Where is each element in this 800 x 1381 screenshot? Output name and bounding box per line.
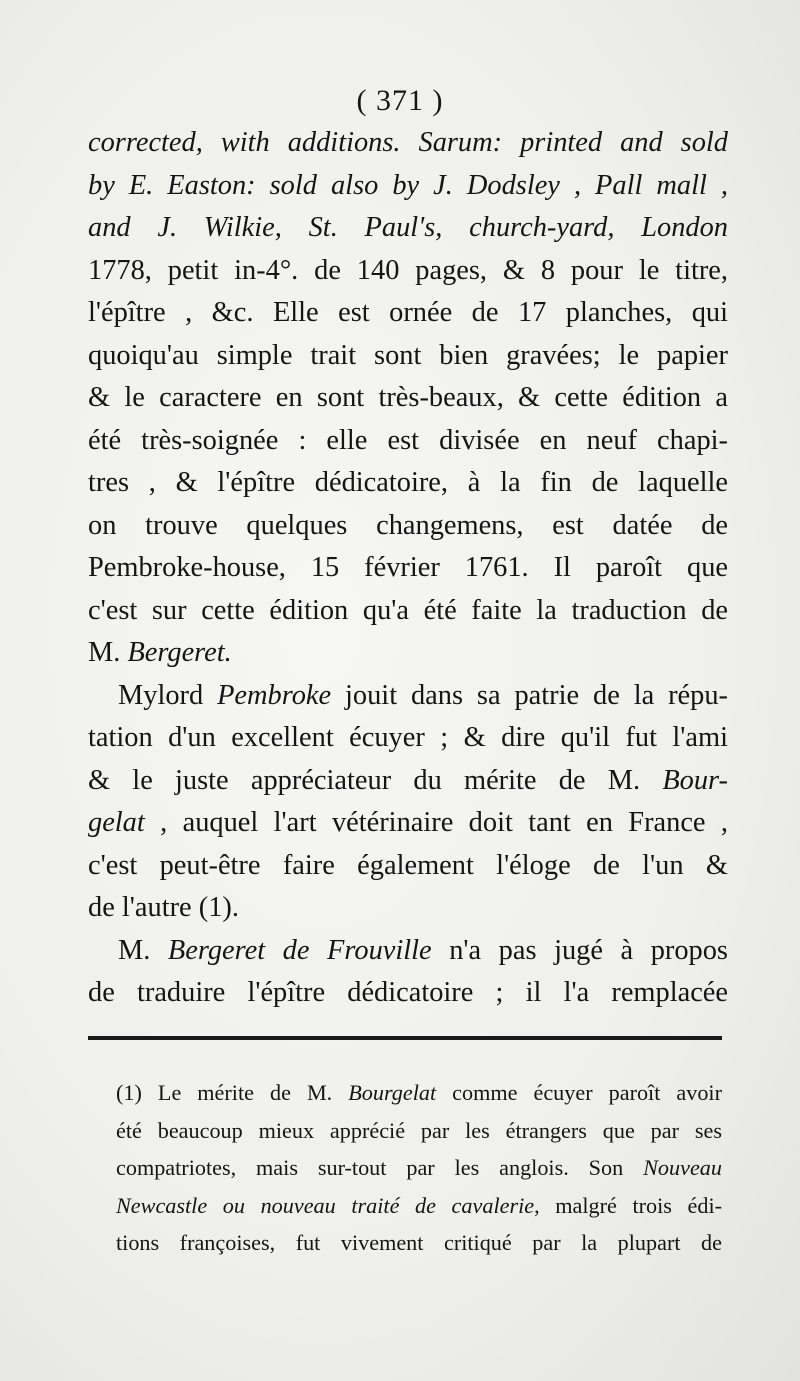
text-segment: compatriotes, mais sur-tout par les anglois. Son (116, 1155, 644, 1180)
text-segment: quoiqu'au simple trait sont bien gravées; le papier (88, 339, 728, 371)
text-segment: & le juste appréciateur du mérite de M. (88, 764, 663, 796)
footnote-line (116, 1224, 722, 1262)
text-segment: (1) Le mérite de M. (116, 1080, 349, 1105)
footnote-line (116, 1074, 722, 1112)
footnote-line (116, 1187, 722, 1225)
text-line (88, 972, 728, 1015)
text-line (88, 590, 728, 633)
text-line (88, 122, 728, 165)
text-segment: c'est peut-être faire également l'éloge de l'un & (88, 849, 728, 881)
italic-text: Pembroke (217, 679, 332, 711)
italic-text: gelat (88, 807, 145, 838)
text-segment: , auquel l'art vétérinaire doit tant en France , (144, 807, 728, 838)
text-line (88, 207, 728, 250)
text-segment: c'est sur cette édition qu'a été faite la traduction de (88, 594, 728, 626)
text-line (88, 632, 728, 675)
text-line (88, 547, 728, 590)
text-segment: on trouve quelques changemens, est datée de (88, 509, 728, 541)
text-segment: Mylord (118, 679, 218, 711)
text-segment: été très-soignée : elle est divisée en neuf chapi- (88, 424, 728, 456)
text-line (88, 887, 728, 930)
italic-text: Bergeret de Frouville (167, 934, 432, 966)
text-segment: n'a pas jugé à propos (431, 934, 728, 966)
text-line (88, 420, 728, 463)
text-segment: tres , & l'épître dédicatoire, à la fin de laquelle (88, 467, 728, 498)
text-segment: été beaucoup mieux apprécié par les étrangers que par ses (116, 1117, 722, 1143)
italic-text: Newcastle ou nouveau traité de cavalerie (116, 1192, 535, 1218)
text-segment: de traduire l'épître dédicatoire ; il l'a remplacée (88, 977, 728, 1008)
italic-text: Nouveau (643, 1155, 722, 1180)
text-segment: de l'autre (1). (88, 892, 239, 923)
italic-text: and J. Wilkie, St. Paul's, church-yard, London (88, 212, 728, 243)
text-line (88, 760, 728, 803)
text-line (88, 292, 728, 335)
italic-text: corrected, with additions. Sarum: printed and sold (88, 127, 728, 158)
text-segment: tions françoises, fut vivement critiqué par la plupart de (116, 1230, 722, 1255)
text-line (88, 930, 728, 973)
text-line (88, 165, 728, 208)
text-line (88, 250, 728, 293)
text-segment: comme écuyer paroît avoir (436, 1080, 722, 1105)
text-segment: , malgré trois édi- (534, 1192, 722, 1218)
footnote-line (116, 1149, 722, 1187)
footnote-line (116, 1112, 722, 1150)
body-text (88, 122, 728, 1015)
text-segment: tation d'un excellent écuyer ; & dire qu'il fut l'ami (88, 722, 728, 753)
text-line (88, 675, 728, 718)
text-line (88, 505, 728, 548)
italic-text: by E. Easton: sold also by J. Dodsley , Pall mall , (88, 169, 728, 201)
italic-text: Bour- (662, 764, 728, 796)
text-segment: & le caractere en sont très-beaux, & cette édition a (88, 382, 728, 413)
text-line (88, 717, 728, 760)
text-segment: l'épître , &c. Elle est ornée de 17 planches, qui (88, 297, 728, 328)
text-segment: Pembroke-house, 15 février 1761. Il paroît que (88, 552, 728, 583)
text-line (88, 335, 728, 378)
text-segment: jouit dans sa patrie de la répu- (331, 679, 728, 711)
text-line (88, 845, 728, 888)
page-number: ( 371 ) (356, 84, 444, 117)
text-segment: M. (88, 637, 128, 668)
text-line (88, 802, 728, 845)
footnote-divider (88, 1036, 722, 1040)
italic-text: Bourgelat (348, 1080, 437, 1105)
footnote (116, 1074, 722, 1262)
text-line (88, 377, 728, 420)
text-segment: 1778, petit in-4°. de 140 pages, & 8 pour le titre, (88, 254, 728, 286)
text-segment: M. (118, 934, 168, 966)
italic-text: Bergeret. (127, 637, 232, 668)
text-line (88, 462, 728, 505)
